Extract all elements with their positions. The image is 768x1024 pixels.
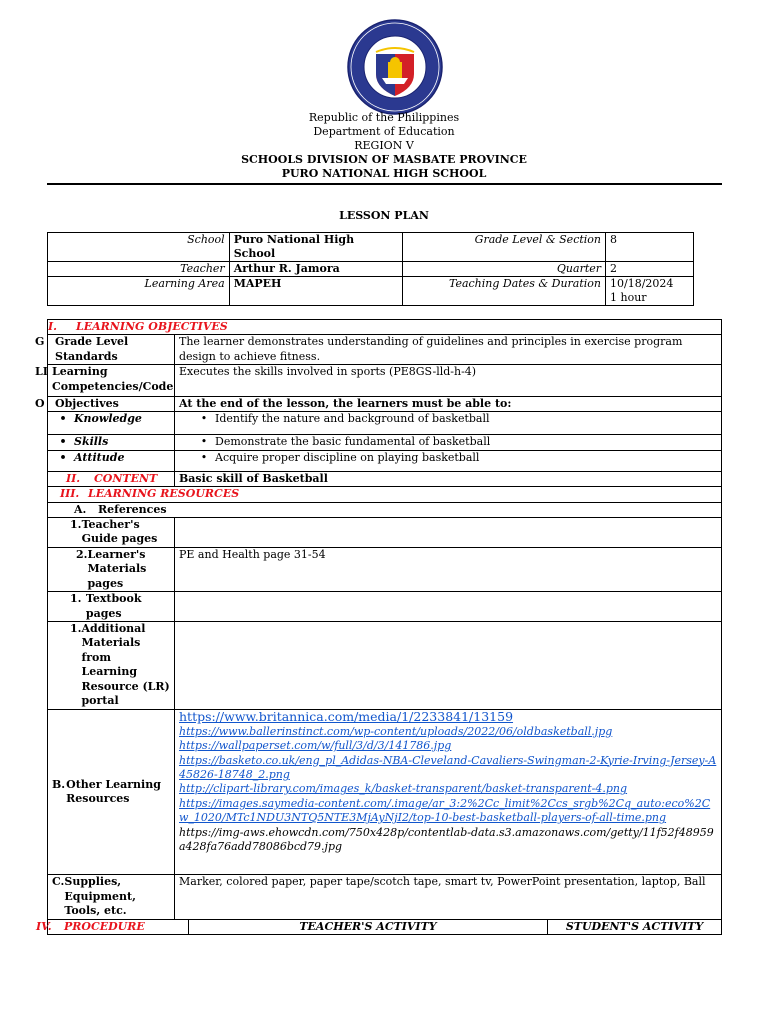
section-content-heading: II. CONTENT — [48, 471, 175, 486]
section-procedure-heading: IV. PROCEDURE — [48, 919, 189, 934]
area-label: Learning Area — [48, 277, 230, 306]
objectives-text: At the end of the lesson, the learners must be able to: — [175, 397, 722, 412]
additional-materials-value — [175, 621, 722, 709]
objectives-row — [48, 397, 722, 412]
knowledge-label: • Knowledge — [48, 412, 175, 435]
competencies-row — [48, 365, 722, 397]
info-row-teacher — [48, 262, 694, 277]
attitude-row — [48, 450, 722, 471]
other-resources-links — [175, 710, 722, 875]
resource-text-ehowcdn: https://img-aws.ehowcdn.com/750x428p/contentlab-data.s3.amazonaws.com/getty/11f52f48959a428fa76add78086bcd79.jpg — [179, 825, 714, 853]
teacher-label: Teacher — [48, 262, 230, 277]
skills-label: • Skills — [48, 435, 175, 450]
header-school: PURO NATIONAL HIGH SCHOOL — [281, 167, 487, 180]
competencies-text: Executes the skills involved in sports (PE8GS-lld-h-4) — [175, 365, 722, 397]
other-resources-row — [48, 710, 722, 875]
lesson-plan-table — [35, 319, 722, 935]
duration-text: 1 hour — [610, 291, 647, 304]
content-text: Basic skill of Basketball — [175, 471, 722, 486]
resource-link-saymedia[interactable]: https://images.saymedia-content.com/.image/ar_3:2%2Cc_limit%2Ccs_srgb%2Cq_auto:eco%2Cw_1020/MTc1NDU3NTQ5NTE3MjAyNjI2/top-10-best-basketball-players-of-all-time.png — [179, 796, 711, 825]
student-activity-heading: STUDENT'S ACTIVITY — [548, 919, 722, 934]
content-row — [48, 471, 722, 486]
info-table — [47, 232, 694, 306]
textbook-value — [175, 592, 722, 622]
attitude-text: • Acquire proper discipline on playing basketball — [175, 450, 722, 471]
header-republic: Republic of the Philippines — [308, 111, 460, 124]
quarter-value: 2 — [606, 262, 694, 277]
grade-value: 8 — [606, 233, 694, 262]
references-heading: A. References — [48, 502, 722, 517]
knowledge-row — [48, 412, 722, 435]
supplies-row — [48, 875, 722, 919]
dates-value — [606, 277, 694, 306]
grade-standards-text: The learner demonstrates understanding of guidelines and principles in exercise program design to achieve fitness. — [175, 335, 722, 365]
other-resources-label: B. Other Learning Resources — [48, 710, 175, 875]
references-row — [48, 502, 722, 517]
skills-row — [48, 435, 722, 450]
teachers-guide-value — [175, 518, 722, 548]
header-department: Department of Education — [313, 125, 455, 138]
supplies-label: C. Supplies, Equipment, Tools, etc. — [48, 875, 175, 919]
competencies-label: LI Learning Competencies/Code — [48, 365, 175, 397]
resource-link-clipart[interactable]: http://clipart-library.com/images_k/basket-transparent/basket-transparent-4.png — [179, 782, 628, 796]
resource-link-basketo[interactable]: https://basketo.co.uk/eng_pl_Adidas-NBA-Cleveland-Cavaliers-Swingman-2-Kyrie-Irving-Jersey-A45826-18748_2.png — [179, 753, 717, 781]
resource-link-wallpaperset[interactable]: https://wallpaperset.com/w/full/3/d/3/141786.jpg — [179, 739, 452, 753]
learners-materials-row — [48, 547, 722, 591]
additional-materials-row — [48, 621, 722, 709]
section-resources-heading: III. LEARNING RESOURCES — [48, 487, 722, 502]
learners-materials-label: 2. Learner's Materials pages — [48, 547, 175, 591]
knowledge-text: • Identify the nature and background of basketball — [175, 412, 722, 435]
objectives-label: O Objectives — [48, 397, 175, 412]
supplies-text: Marker, colored paper, paper tape/scotch tape, smart tv, PowerPoint presentation, laptop, Ball — [175, 875, 722, 919]
section-resources-row — [48, 487, 722, 502]
teacher-activity-heading: TEACHER'S ACTIVITY — [189, 919, 548, 934]
teachers-guide-row — [48, 518, 722, 548]
section-objectives-row — [48, 320, 722, 335]
header-division: SCHOOLS DIVISION OF MASBATE PROVINCE — [241, 153, 527, 166]
section-objectives-heading: I. LEARNING OBJECTIVES — [48, 320, 722, 335]
resource-link-britannica[interactable]: https://www.britannica.com/media/1/2233841/13159 — [179, 709, 514, 725]
additional-materials-label: 1. Additional Materials from Learning Resource (LR) portal — [48, 621, 175, 709]
attitude-label: • Attitude — [48, 450, 175, 471]
grade-standards-label: G Grade Level Standards — [48, 335, 175, 365]
area-value: MAPEH — [229, 277, 403, 306]
quarter-label: Quarter — [403, 262, 606, 277]
header-rule — [47, 183, 722, 185]
learners-materials-value: PE and Health page 31-54 — [175, 547, 722, 591]
info-row-school — [48, 233, 694, 262]
skills-text: • Demonstrate the basic fundamental of basketball — [175, 435, 722, 450]
procedure-row — [48, 919, 722, 934]
teacher-value: Arthur R. Jamora — [229, 262, 403, 277]
school-label: School — [48, 233, 230, 262]
deped-seal — [346, 18, 444, 116]
page-title: LESSON PLAN — [339, 209, 429, 222]
textbook-row — [48, 592, 722, 622]
grade-label: Grade Level & Section — [403, 233, 606, 262]
grade-standards-row — [48, 335, 722, 365]
info-row-area — [48, 277, 694, 306]
school-value: Puro National High School — [229, 233, 403, 262]
resource-link-ballerinstinct[interactable]: https://www.ballerinstinct.com/wp-content/uploads/2022/06/oldbasketball.jpg — [179, 724, 613, 738]
teachers-guide-label: 1. Teacher's Guide pages — [48, 518, 175, 548]
textbook-label: 1. Textbook pages — [48, 592, 175, 622]
dates-label: Teaching Dates & Duration — [403, 277, 606, 306]
header-region: REGION V — [354, 139, 414, 152]
date-text: 10/18/2024 — [610, 277, 674, 290]
